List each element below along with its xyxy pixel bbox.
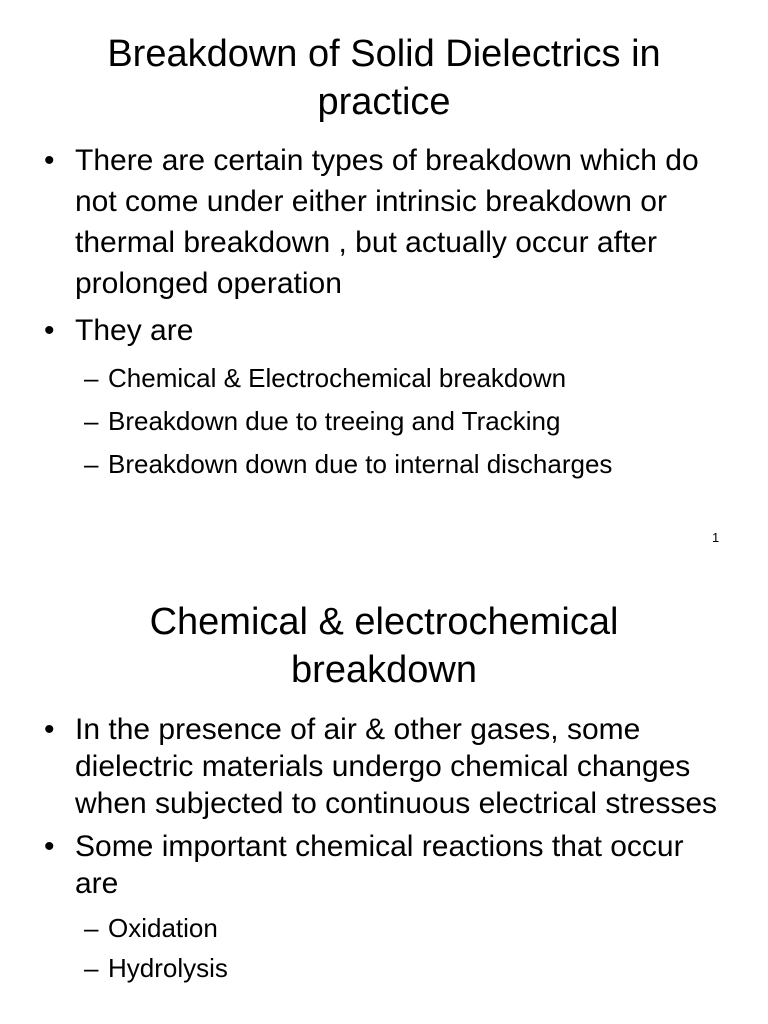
slide-2-title [0,598,768,694]
bullet-item [0,711,768,822]
slide-1-title [0,30,768,126]
bullet-text: They are [75,314,194,347]
bullet-text: Some important chemical reactions that occur are [75,830,684,900]
slide-2-bullet-list [0,711,768,988]
page-number: 1 [712,530,720,545]
bullet-item [0,310,768,351]
dash-icon: – [84,913,99,943]
dash-icon: – [84,449,99,479]
dash-icon: – [84,363,99,393]
dash-icon: – [84,953,99,983]
sub-item [0,443,768,486]
sub-item [0,357,768,400]
sub-item [0,400,768,443]
sub-item [0,948,768,988]
sub-item-text: Chemical & Electrochemical breakdown [108,363,567,393]
sub-item-text: Breakdown due to treeing and Tracking [108,406,561,436]
bullet-dot-icon: • [44,713,55,746]
slide-1-bullet-list [0,140,768,486]
bullet-text: There are certain types of breakdown which do not come under either intrinsic breakdown or thermal breakdown , but actually occur after prolonged operation [75,144,699,300]
bullet-item [0,140,768,304]
bullet-dot-icon: • [44,144,55,177]
bullet-dot-icon: • [44,314,55,347]
sub-item-text: Hydrolysis [108,953,228,983]
dash-icon: – [84,406,99,436]
slide-1-title-line-2: practice [317,81,451,123]
slide-2-title-line-2: breakdown [291,649,477,691]
sub-item-text: Breakdown down due to internal discharges [108,449,613,479]
bullet-dot-icon: • [44,830,55,863]
sub-item [0,908,768,948]
bullet-item [0,828,768,902]
bullet-text: In the presence of air & other gases, some dielectric materials undergo chemical changes when subjected to continuous electrical stresses [75,713,718,820]
sub-item-text: Oxidation [108,913,218,943]
slide-1-title-line-1: Breakdown of Solid Dielectrics in [107,33,661,75]
slide-2-title-line-1: Chemical & electrochemical [149,601,619,643]
slide-2 [0,580,768,1024]
